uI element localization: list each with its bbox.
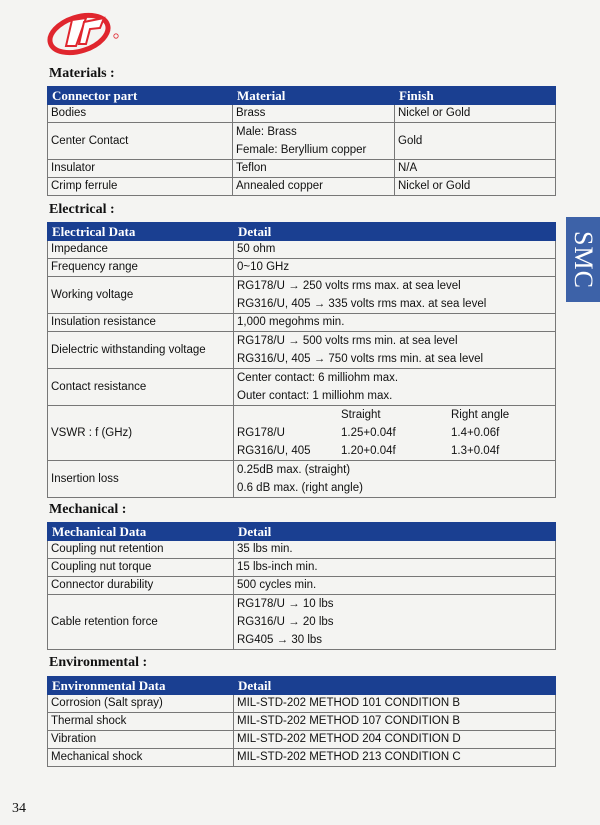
detail-cell [234,332,556,369]
part-cell: Crimp ferrule [48,178,233,196]
vswr-grid [237,406,552,460]
table-header-row [48,87,556,105]
table-row [48,314,556,332]
vswr-column-header: Straight [341,409,381,421]
detail-cell: 15 lbs-inch min. [234,559,556,577]
parameter-cell: Coupling nut retention [48,541,234,559]
table-row [48,105,556,123]
parameter-cell: Contact resistance [48,369,234,406]
finish-cell: Nickel or Gold [395,178,556,196]
detail-cell: 50 ohm [234,241,556,259]
detail-cell: 0~10 GHz [234,259,556,277]
material-line: Male: Brass [236,126,297,138]
parameter-cell: Frequency range [48,259,234,277]
parameter-cell: Cable retention force [48,595,234,650]
vswr-value: 1.3+0.04f [451,445,500,457]
column-header: Detail [234,523,556,541]
parameter-cell: Coupling nut torque [48,559,234,577]
part-cell: Center Contact [48,123,233,160]
finish-cell: N/A [395,160,556,178]
column-header: Electrical Data [48,223,234,241]
side-tab-label: SMC [569,230,599,289]
page-number: 34 [12,801,26,816]
parameter-cell: VSWR : f (GHz) [48,406,234,461]
parameter-cell: Connector durability [48,577,234,595]
section-side-tab [566,217,600,302]
parameter-cell: Insulation resistance [48,314,234,332]
material-cell: Brass [233,105,395,123]
table-row [48,277,556,314]
table-header-row [48,223,556,241]
table-row [48,749,556,767]
parameter-cell: Insertion loss [48,461,234,498]
detail-line: 0.6 dB max. (right angle) [237,482,363,494]
column-header: Material [233,87,395,105]
finish-cell: Nickel or Gold [395,105,556,123]
parameter-cell: Corrosion (Salt spray) [48,695,234,713]
parameter-cell: Dielectric withstanding voltage [48,332,234,369]
finish-cell: Gold [395,123,556,160]
detail-line: Center contact: 6 milliohm max. [237,372,399,384]
detail-cell: MIL-STD-202 METHOD 101 CONDITION B [234,695,556,713]
parameter-cell: Vibration [48,731,234,749]
vswr-value: 1.25+0.04f [341,427,396,439]
vswr-value: 1.4+0.06f [451,427,500,439]
parameter-cell: Working voltage [48,277,234,314]
vswr-cable: RG316/U, 405 [237,445,311,457]
company-logo [46,6,126,56]
electrical-title: Electrical : [49,202,115,217]
detail-line: RG178/U → 10 lbs [237,598,334,610]
parameter-cell: Thermal shock [48,713,234,731]
table-row [48,713,556,731]
table-row [48,369,556,406]
detail-cell [234,277,556,314]
table-row [48,259,556,277]
vswr-column-header: Right angle [451,409,510,421]
column-header: Mechanical Data [48,523,234,541]
material-cell [233,123,395,160]
table-row [48,559,556,577]
detail-line: RG316/U → 20 lbs [237,616,334,628]
materials-title: Materials : [49,66,115,81]
detail-line: RG178/U → 250 volts rms max. at sea level [237,280,461,292]
electrical-table [47,222,556,498]
column-header: Finish [395,87,556,105]
detail-line: Outer contact: 1 milliohm max. [237,390,393,402]
detail-line: RG316/U, 405 → 750 volts rms min. at sea level [237,353,484,365]
material-cell: Annealed copper [233,178,395,196]
column-header: Connector part [48,87,233,105]
materials-table [47,86,556,196]
detail-cell: MIL-STD-202 METHOD 204 CONDITION D [234,731,556,749]
table-row [48,461,556,498]
part-cell: Bodies [48,105,233,123]
table-row [48,577,556,595]
parameter-cell: Mechanical shock [48,749,234,767]
material-line: Female: Beryllium copper [236,144,367,156]
detail-cell [234,369,556,406]
detail-line: RG178/U → 500 volts rms min. at sea level [237,335,458,347]
environmental-table [47,676,556,767]
detail-line: 0.25dB max. (straight) [237,464,351,476]
table-row [48,541,556,559]
environmental-title: Environmental : [49,655,148,670]
mechanical-table [47,522,556,650]
table-row [48,595,556,650]
vswr-cable: RG178/U [237,427,285,439]
column-header: Detail [234,223,556,241]
table-row [48,178,556,196]
table-row [48,731,556,749]
column-header: Detail [234,677,556,695]
detail-cell: 1,000 megohms min. [234,314,556,332]
detail-cell: MIL-STD-202 METHOD 213 CONDITION C [234,749,556,767]
table-row [48,160,556,178]
detail-cell: MIL-STD-202 METHOD 107 CONDITION B [234,713,556,731]
table-row [48,695,556,713]
vswr-column-header [237,406,341,424]
table-row [48,332,556,369]
table-header-row [48,677,556,695]
detail-cell: 35 lbs min. [234,541,556,559]
table-row [48,241,556,259]
table-row [48,123,556,160]
vswr-detail-cell [234,406,556,461]
vswr-value: 1.20+0.04f [341,445,396,457]
table-row [48,406,556,461]
part-cell: Insulator [48,160,233,178]
detail-cell [234,461,556,498]
mechanical-title: Mechanical : [49,502,127,517]
detail-cell [234,595,556,650]
detail-cell: 500 cycles min. [234,577,556,595]
detail-line: RG405 → 30 lbs [237,634,323,646]
detail-line: RG316/U, 405 → 335 volts rms max. at sea level [237,298,487,310]
material-cell: Teflon [233,160,395,178]
table-header-row [48,523,556,541]
column-header: Environmental Data [48,677,234,695]
parameter-cell: Impedance [48,241,234,259]
